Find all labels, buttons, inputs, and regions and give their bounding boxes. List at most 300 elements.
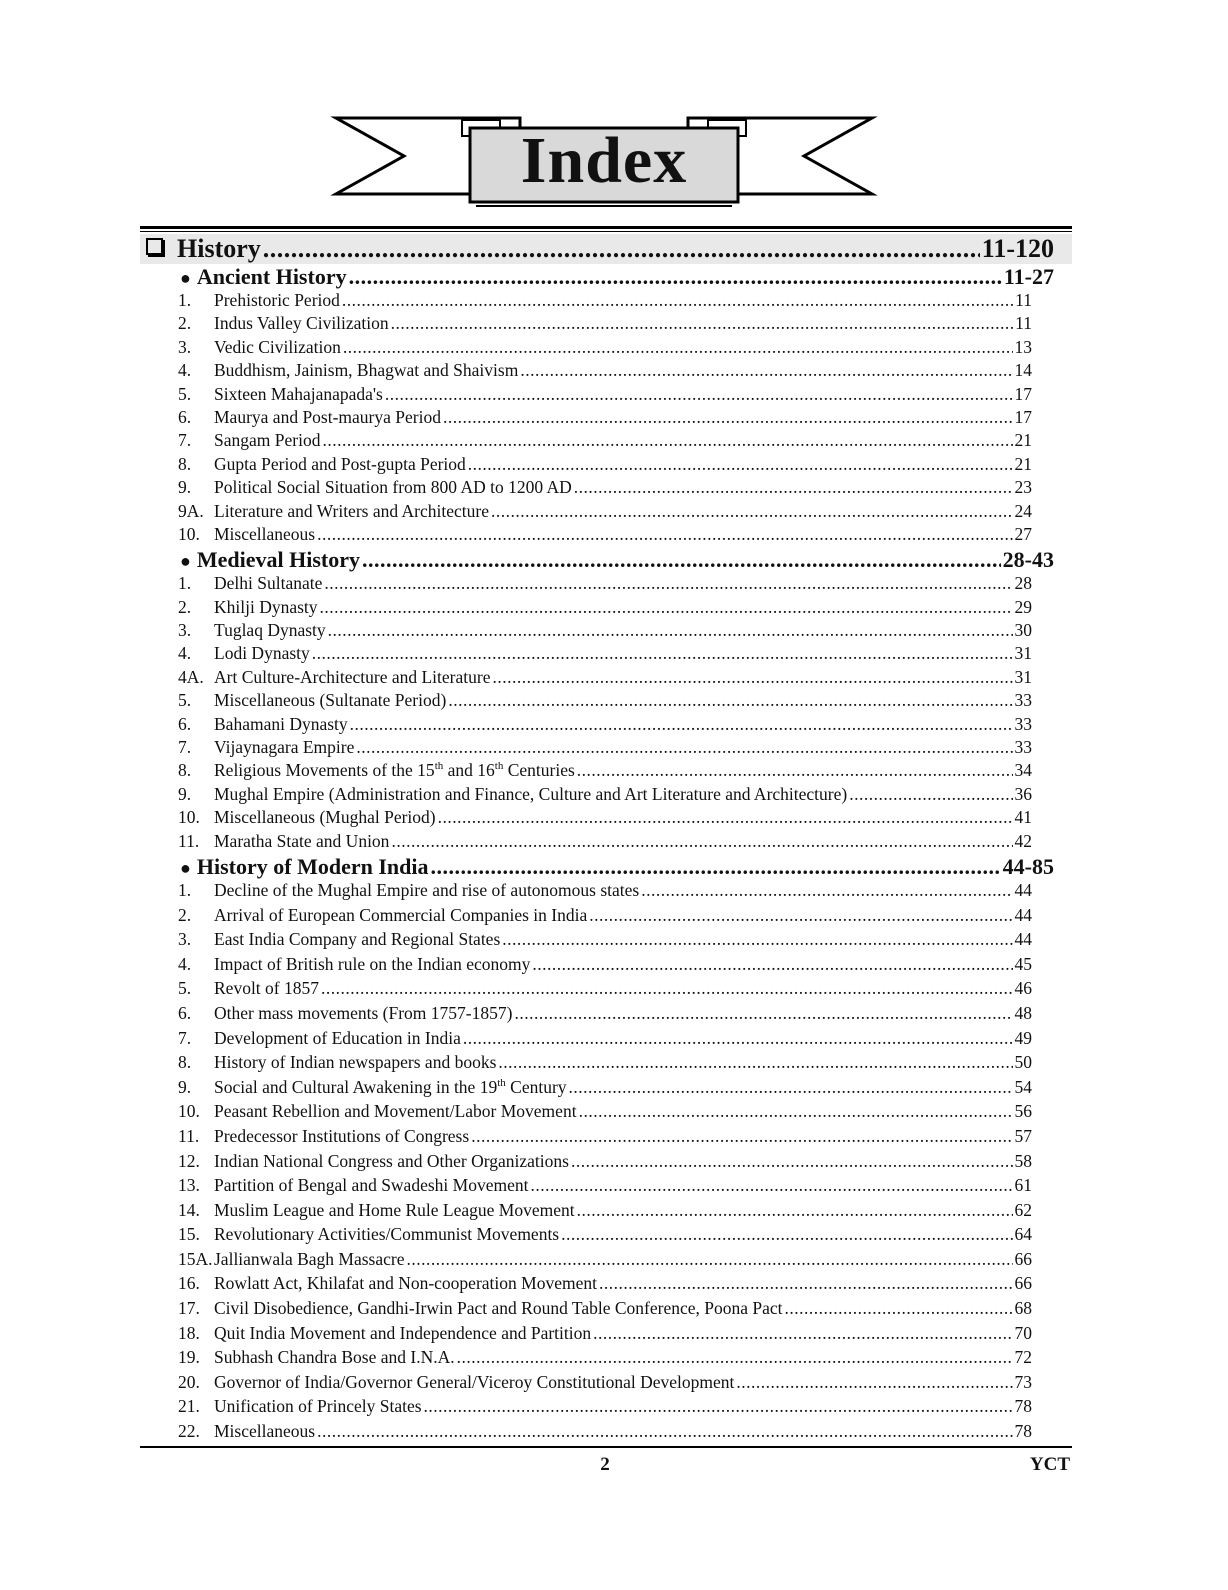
toc-item-label-text: Maratha State and Union bbox=[214, 830, 390, 851]
toc-item-label bbox=[214, 1421, 315, 1442]
toc-item-label-text: Delhi Sultanate bbox=[214, 573, 323, 594]
leader-dots bbox=[343, 337, 1013, 358]
toc-item-page: 78 bbox=[1014, 1421, 1032, 1442]
leader-dots bbox=[574, 477, 1013, 498]
toc-item-page: 54 bbox=[1014, 1076, 1032, 1097]
toc-item-number: 11. bbox=[178, 830, 200, 851]
toc-item[interactable] bbox=[140, 1273, 1072, 1298]
leader-dots bbox=[593, 1323, 1012, 1344]
toc-item-page: 48 bbox=[1014, 1002, 1032, 1023]
toc-item-page: 44 bbox=[1014, 929, 1032, 950]
page-number: 2 bbox=[600, 1454, 610, 1475]
toc-item-label bbox=[214, 290, 340, 311]
toc-item-label-text: Buddhism, Jainism, Bhagwat and Shaivism bbox=[214, 360, 519, 381]
toc-item-page: 66 bbox=[1014, 1248, 1032, 1269]
toc-item-number: 14. bbox=[178, 1199, 200, 1220]
toc-item-number: 8. bbox=[178, 760, 192, 781]
toc-item[interactable] bbox=[140, 1224, 1072, 1249]
leader-dots bbox=[438, 807, 1013, 828]
toc-item-label bbox=[214, 737, 354, 758]
toc-item[interactable] bbox=[140, 1347, 1072, 1372]
toc-item-number: 1. bbox=[178, 573, 192, 594]
toc-item-label bbox=[214, 1396, 422, 1417]
toc-item-page: 45 bbox=[1014, 953, 1032, 974]
toc-main-pages: 11-120 bbox=[981, 234, 1054, 263]
toc-item-label bbox=[214, 597, 318, 618]
leader-dots bbox=[362, 547, 1001, 573]
toc-item-label-text: Social and Cultural Awakening in the 19 bbox=[214, 1076, 498, 1097]
toc-item[interactable] bbox=[140, 1077, 1072, 1102]
checkbox-square-icon bbox=[146, 238, 163, 255]
toc-item-label bbox=[214, 620, 326, 641]
toc-item[interactable] bbox=[140, 430, 1072, 453]
toc-section-label: History of Modern India bbox=[196, 853, 429, 879]
leader-dots bbox=[520, 360, 1012, 381]
toc-item-label-text: Quit India Movement and Independence and Partition bbox=[214, 1322, 592, 1343]
toc-item-number: 22. bbox=[178, 1421, 200, 1442]
toc-item-label bbox=[214, 573, 322, 594]
toc-item-page: 50 bbox=[1014, 1052, 1032, 1073]
toc-item-page: 73 bbox=[1014, 1371, 1032, 1392]
toc-item[interactable] bbox=[140, 954, 1072, 979]
bullet-icon: ● bbox=[180, 857, 191, 878]
toc-item-label bbox=[214, 454, 466, 475]
toc-item-label-text: Gupta Period and Post-gupta Period bbox=[214, 453, 466, 474]
toc-item-number: 6. bbox=[178, 1002, 192, 1023]
toc-item-number: 2. bbox=[178, 904, 192, 925]
toc-item-number: 15A. bbox=[178, 1248, 213, 1269]
toc-item-label-text: History of Indian newspapers and books bbox=[214, 1052, 497, 1073]
toc-item-number: 17. bbox=[178, 1298, 200, 1319]
leader-dots bbox=[443, 407, 1013, 428]
leader-dots bbox=[785, 1298, 1013, 1319]
toc-item-number: 6. bbox=[178, 713, 192, 734]
toc-item-number: 3. bbox=[178, 620, 192, 641]
toc-item-number: 5. bbox=[178, 690, 192, 711]
toc-item-label bbox=[214, 501, 489, 522]
toc-item-page: 21 bbox=[1014, 453, 1032, 474]
toc-item-label bbox=[214, 477, 572, 498]
leader-dots bbox=[599, 1273, 1013, 1294]
toc-item-page: 34 bbox=[1014, 760, 1032, 781]
toc-item-number: 9. bbox=[178, 477, 192, 498]
toc-item-number: 21. bbox=[178, 1396, 200, 1417]
leader-dots bbox=[448, 690, 1012, 711]
toc-item-label bbox=[214, 714, 348, 735]
toc-item-label-text: Sixteen Mahajanapada's bbox=[214, 383, 383, 404]
toc-item-page: 30 bbox=[1014, 620, 1032, 641]
toc-item-label bbox=[214, 1077, 567, 1098]
toc-item[interactable] bbox=[140, 573, 1072, 596]
leader-dots bbox=[317, 1421, 1012, 1442]
toc-item[interactable] bbox=[140, 454, 1072, 477]
toc-item-number: 10. bbox=[178, 807, 200, 828]
toc-item-label bbox=[214, 807, 436, 828]
toc-item[interactable] bbox=[140, 760, 1072, 783]
toc-item-page: 11 bbox=[1015, 313, 1032, 334]
toc-item-label-text: Development of Education in India bbox=[214, 1027, 461, 1048]
leader-dots bbox=[324, 573, 1012, 594]
toc-item-label-text: Miscellaneous (Sultanate Period) bbox=[214, 690, 447, 711]
toc-item[interactable] bbox=[140, 905, 1072, 930]
toc-item-label bbox=[214, 1273, 597, 1294]
toc-item[interactable] bbox=[140, 290, 1072, 313]
toc-item-page: 44 bbox=[1014, 879, 1032, 900]
superscript: th bbox=[434, 760, 444, 773]
leader-dots bbox=[579, 1101, 1013, 1122]
toc-item-label bbox=[214, 1151, 569, 1172]
toc-item-label bbox=[214, 667, 490, 688]
toc-item[interactable] bbox=[140, 880, 1072, 905]
toc-item-label-text: Mughal Empire (Administration and Finance, Culture and Art Literature and Architecture) bbox=[214, 783, 848, 804]
toc-item-page: 33 bbox=[1014, 690, 1032, 711]
toc-item[interactable] bbox=[140, 737, 1072, 760]
toc-item-number: 8. bbox=[178, 453, 192, 474]
toc-item-number: 6. bbox=[178, 406, 192, 427]
bottom-rule bbox=[140, 1446, 1072, 1448]
toc-item-label bbox=[214, 1003, 512, 1024]
leader-dots bbox=[321, 978, 1013, 999]
toc-item-page: 62 bbox=[1014, 1199, 1032, 1220]
leader-dots bbox=[468, 454, 1013, 475]
toc-item-label bbox=[214, 1224, 559, 1245]
toc-main-label: History bbox=[177, 234, 261, 263]
leader-dots bbox=[569, 1077, 1013, 1098]
toc-item[interactable] bbox=[140, 477, 1072, 500]
toc-item[interactable] bbox=[140, 407, 1072, 430]
toc-item-label bbox=[214, 954, 530, 975]
toc-item[interactable] bbox=[140, 784, 1072, 807]
leader-dots bbox=[320, 597, 1013, 618]
toc-section-label: Ancient History bbox=[196, 264, 347, 289]
toc-item-label-text: Century bbox=[505, 1076, 567, 1097]
leader-dots bbox=[312, 643, 1013, 664]
toc-item-label-text: Tuglaq Dynasty bbox=[214, 620, 326, 641]
toc-item[interactable] bbox=[140, 1028, 1072, 1053]
toc-item-page: 64 bbox=[1014, 1224, 1032, 1245]
leader-dots bbox=[471, 1126, 1012, 1147]
toc-section-label: Medieval History bbox=[196, 547, 361, 573]
toc-item-label bbox=[214, 1126, 469, 1147]
toc-item-label bbox=[214, 643, 310, 664]
toc-item-page: 61 bbox=[1014, 1175, 1032, 1196]
top-rule-thin bbox=[140, 231, 1072, 232]
toc-item-label-text: Revolt of 1857 bbox=[214, 978, 319, 999]
superscript: th bbox=[497, 1076, 506, 1089]
toc-item-page: 13 bbox=[1014, 336, 1032, 357]
toc-item[interactable] bbox=[140, 690, 1072, 713]
toc-item-page: 31 bbox=[1014, 666, 1032, 687]
toc-item[interactable] bbox=[140, 714, 1072, 737]
leader-dots bbox=[350, 714, 1013, 735]
toc-section-heading[interactable] bbox=[140, 547, 1072, 573]
toc-item-number: 7. bbox=[178, 430, 192, 451]
toc-item-label bbox=[214, 1249, 404, 1270]
toc-item-label bbox=[214, 360, 518, 381]
toc-item-number: 3. bbox=[178, 336, 192, 357]
toc-item-page: 49 bbox=[1014, 1027, 1032, 1048]
toc-item-label bbox=[214, 760, 575, 781]
toc-item[interactable] bbox=[140, 1323, 1072, 1348]
toc-item-label bbox=[214, 1028, 461, 1049]
toc-item-page: 29 bbox=[1014, 596, 1032, 617]
leader-dots bbox=[322, 430, 1012, 451]
toc-item[interactable] bbox=[140, 1372, 1072, 1397]
toc-item-label bbox=[214, 905, 587, 926]
superscript: th bbox=[494, 760, 504, 773]
toc-item-label-text: Literature and Writers and Architecture bbox=[214, 500, 489, 521]
toc-item-page: 28 bbox=[1014, 573, 1032, 594]
toc-item-label bbox=[214, 978, 319, 999]
leader-dots bbox=[561, 1224, 1012, 1245]
toc-item-page: 14 bbox=[1014, 360, 1032, 381]
toc-item[interactable] bbox=[140, 1200, 1072, 1225]
toc-item-number: 5. bbox=[178, 383, 192, 404]
toc-item-page: 33 bbox=[1014, 713, 1032, 734]
toc-item-page: 72 bbox=[1014, 1347, 1032, 1368]
toc-item[interactable] bbox=[140, 1249, 1072, 1274]
toc-item[interactable] bbox=[140, 1151, 1072, 1176]
toc-section-heading[interactable] bbox=[140, 264, 1072, 290]
toc-item-label-text: Khilji Dynasty bbox=[214, 596, 318, 617]
leader-dots bbox=[424, 1396, 1013, 1417]
leader-dots bbox=[849, 784, 1012, 805]
leader-dots bbox=[491, 501, 1013, 522]
toc-item[interactable] bbox=[140, 1052, 1072, 1077]
toc-item-number: 7. bbox=[178, 1027, 192, 1048]
toc-item-label-text: Prehistoric Period bbox=[214, 290, 340, 310]
toc-item-number: 10. bbox=[178, 523, 200, 544]
toc-item-page: 33 bbox=[1014, 737, 1032, 758]
leader-dots bbox=[391, 831, 1012, 852]
toc-item-page: 17 bbox=[1014, 406, 1032, 427]
toc-item-label-text: Muslim League and Home Rule League Movement bbox=[214, 1199, 575, 1220]
toc-item-label-text: Jallianwala Bagh Massacre bbox=[214, 1248, 405, 1269]
leader-dots bbox=[498, 1052, 1012, 1073]
leader-dots bbox=[356, 737, 1012, 758]
toc-item-number: 12. bbox=[178, 1150, 200, 1171]
toc-item[interactable] bbox=[140, 524, 1072, 547]
leader-dots bbox=[577, 760, 1013, 781]
toc-item-page: 44 bbox=[1014, 904, 1032, 925]
toc-item-label bbox=[214, 784, 847, 805]
toc-item-page: 27 bbox=[1014, 523, 1032, 544]
toc-item-label-text: Other mass movements (From 1757-1857) bbox=[214, 1002, 513, 1023]
leader-dots bbox=[431, 854, 1001, 880]
toc-item-label bbox=[214, 929, 500, 950]
toc-item-number: 11. bbox=[178, 1125, 200, 1146]
toc-main-heading[interactable] bbox=[140, 234, 1072, 264]
toc-item-label-text: Bahamani Dynasty bbox=[214, 713, 348, 734]
toc-item-label-text: Civil Disobedience, Gandhi-Irwin Pact and Round Table Conference, Poona Pact bbox=[214, 1298, 783, 1319]
toc-item-label-text: Vedic Civilization bbox=[214, 336, 341, 357]
toc-section-pages: 28-43 bbox=[1002, 547, 1054, 573]
toc-item[interactable] bbox=[140, 384, 1072, 407]
leader-dots bbox=[328, 620, 1013, 641]
leader-dots bbox=[263, 234, 980, 264]
leader-dots bbox=[577, 1200, 1013, 1221]
toc-item-label-text: Rowlatt Act, Khilafat and Non-cooperation Movement bbox=[214, 1273, 597, 1294]
toc-item-number: 4. bbox=[178, 360, 192, 381]
toc-item-number: 2. bbox=[178, 596, 192, 617]
toc-item-number: 9A. bbox=[178, 500, 204, 521]
toc-item-number: 9. bbox=[178, 1076, 192, 1097]
toc-item-page: 57 bbox=[1014, 1125, 1032, 1146]
top-rule bbox=[140, 226, 1072, 229]
table-of-contents bbox=[140, 234, 1072, 1446]
toc-item-number: 7. bbox=[178, 737, 192, 758]
toc-item-page: 36 bbox=[1014, 783, 1032, 804]
toc-item-page: 56 bbox=[1014, 1101, 1032, 1122]
toc-item-label-text: Indus Valley Civilization bbox=[214, 313, 389, 334]
toc-item-label-text: Vijaynagara Empire bbox=[214, 737, 355, 758]
toc-item-page: 24 bbox=[1014, 500, 1032, 521]
toc-item[interactable] bbox=[140, 1175, 1072, 1200]
leader-dots bbox=[641, 880, 1012, 901]
toc-item-label bbox=[214, 831, 389, 852]
toc-item-label bbox=[214, 690, 446, 711]
toc-sections bbox=[140, 264, 1072, 1446]
leader-dots bbox=[385, 384, 1013, 405]
toc-section-pages: 44-85 bbox=[1002, 853, 1054, 879]
leader-dots bbox=[406, 1249, 1012, 1270]
toc-item-label-text: Sangam Period bbox=[214, 430, 321, 451]
leader-dots bbox=[457, 1347, 1013, 1368]
toc-item-page: 41 bbox=[1014, 807, 1032, 828]
toc-item-page: 58 bbox=[1014, 1150, 1032, 1171]
toc-item-label bbox=[214, 1200, 575, 1221]
toc-item-page: 78 bbox=[1014, 1396, 1032, 1417]
toc-item[interactable] bbox=[140, 1003, 1072, 1028]
toc-item-label-text: Miscellaneous bbox=[214, 1421, 316, 1442]
leader-dots bbox=[736, 1372, 1012, 1393]
toc-item-label-text: Revolutionary Activities/Communist Movements bbox=[214, 1224, 560, 1245]
toc-item-label bbox=[214, 1052, 496, 1073]
toc-item[interactable] bbox=[140, 1298, 1072, 1323]
toc-item-label bbox=[214, 1323, 591, 1344]
toc-item-label bbox=[214, 337, 341, 358]
toc-item-label bbox=[214, 1175, 528, 1196]
leader-dots bbox=[502, 929, 1012, 950]
leader-dots bbox=[391, 313, 1013, 334]
toc-item[interactable] bbox=[140, 620, 1072, 643]
toc-item-number: 16. bbox=[178, 1273, 200, 1294]
toc-item-number: 19. bbox=[178, 1347, 200, 1368]
toc-item[interactable] bbox=[140, 360, 1072, 383]
toc-item-label bbox=[214, 384, 383, 405]
toc-item-page: 31 bbox=[1014, 643, 1032, 664]
footer-brand: YCT bbox=[1029, 1454, 1070, 1475]
toc-item[interactable] bbox=[140, 667, 1072, 690]
toc-item-number: 4. bbox=[178, 643, 192, 664]
toc-item-number: 15. bbox=[178, 1224, 200, 1245]
toc-item-label bbox=[214, 524, 315, 545]
toc-item-label bbox=[214, 1347, 455, 1368]
leader-dots bbox=[589, 905, 1012, 926]
toc-item[interactable] bbox=[140, 501, 1072, 524]
toc-item-label-text: Subhash Chandra Bose and I.N.A. bbox=[214, 1347, 455, 1368]
toc-item-label-text: Religious Movements of the 15 bbox=[214, 760, 435, 781]
leader-dots bbox=[317, 524, 1012, 545]
page-title: Index bbox=[520, 124, 688, 197]
toc-item-number: 4. bbox=[178, 953, 192, 974]
toc-item-label bbox=[214, 313, 389, 334]
toc-item[interactable] bbox=[140, 643, 1072, 666]
leader-dots bbox=[530, 1175, 1012, 1196]
toc-item-number: 8. bbox=[178, 1052, 192, 1073]
toc-item-label-text: Art Culture-Architecture and Literature bbox=[214, 666, 491, 687]
toc-item-label-text: Indian National Congress and Other Organizations bbox=[214, 1150, 569, 1171]
toc-item-page: 21 bbox=[1014, 430, 1032, 451]
toc-item-label-text: Miscellaneous bbox=[214, 523, 316, 544]
toc-item-label-text: Governor of India/Governor General/Viceroy Constitutional Development bbox=[214, 1371, 735, 1392]
toc-item[interactable] bbox=[140, 313, 1072, 336]
toc-item-page: 17 bbox=[1014, 383, 1032, 404]
toc-item[interactable] bbox=[140, 807, 1072, 830]
toc-item-number: 4A. bbox=[178, 666, 204, 687]
toc-item-number: 2. bbox=[178, 313, 192, 334]
toc-item[interactable] bbox=[140, 929, 1072, 954]
toc-item-label bbox=[214, 1101, 577, 1122]
toc-item-label-text: Unification of Princely States bbox=[214, 1396, 422, 1417]
toc-item-page: 46 bbox=[1014, 978, 1032, 999]
toc-item-number: 10. bbox=[178, 1101, 200, 1122]
leader-dots bbox=[342, 290, 1013, 311]
leader-dots bbox=[532, 954, 1012, 975]
toc-item[interactable] bbox=[140, 831, 1072, 854]
toc-item-label bbox=[214, 1372, 734, 1393]
toc-item-label-text: Decline of the Mughal Empire and rise of autonomous states bbox=[214, 879, 640, 900]
toc-item-page: 11 bbox=[1015, 290, 1032, 310]
toc-item-label-text: Miscellaneous (Mughal Period) bbox=[214, 807, 436, 828]
toc-item-label bbox=[214, 880, 639, 901]
toc-item-label-text: Lodi Dynasty bbox=[214, 643, 310, 664]
toc-item-label bbox=[214, 430, 320, 451]
toc-item[interactable] bbox=[140, 1396, 1072, 1421]
toc-item-label-text: Political Social Situation from 800 AD to 1200 AD bbox=[214, 477, 572, 498]
toc-item-label-text: Predecessor Institutions of Congress bbox=[214, 1125, 470, 1146]
toc-item-number: 1. bbox=[178, 290, 192, 310]
toc-item[interactable] bbox=[140, 1421, 1072, 1446]
leader-dots bbox=[492, 667, 1012, 688]
toc-item-page: 68 bbox=[1014, 1298, 1032, 1319]
toc-item-number: 20. bbox=[178, 1371, 200, 1392]
toc-item-page: 66 bbox=[1014, 1273, 1032, 1294]
toc-section-heading[interactable] bbox=[140, 854, 1072, 880]
toc-item-label-text: Maurya and Post-maurya Period bbox=[214, 406, 441, 427]
toc-item-label-text: Partition of Bengal and Swadeshi Movement bbox=[214, 1175, 529, 1196]
toc-item-label-text: Centuries bbox=[503, 760, 575, 781]
toc-item[interactable] bbox=[140, 1101, 1072, 1126]
toc-item-number: 5. bbox=[178, 978, 192, 999]
toc-item-label bbox=[214, 1298, 783, 1319]
bullet-icon: ● bbox=[180, 551, 191, 572]
toc-item-page: 23 bbox=[1014, 477, 1032, 498]
toc-item-label-text: and 16 bbox=[443, 760, 495, 781]
toc-item[interactable] bbox=[140, 597, 1072, 620]
toc-item-label-text: Impact of British rule on the Indian economy bbox=[214, 953, 531, 974]
toc-item-label-text: Arrival of European Commercial Companies in India bbox=[214, 904, 588, 925]
toc-item-label-text: East India Company and Regional States bbox=[214, 929, 501, 950]
toc-item[interactable] bbox=[140, 1126, 1072, 1151]
toc-section-pages: 11-27 bbox=[1003, 264, 1054, 289]
toc-item-number: 13. bbox=[178, 1175, 200, 1196]
toc-item-number: 18. bbox=[178, 1322, 200, 1343]
toc-item[interactable] bbox=[140, 978, 1072, 1003]
toc-item-label bbox=[214, 407, 441, 428]
toc-item-number: 1. bbox=[178, 879, 192, 900]
toc-item[interactable] bbox=[140, 337, 1072, 360]
